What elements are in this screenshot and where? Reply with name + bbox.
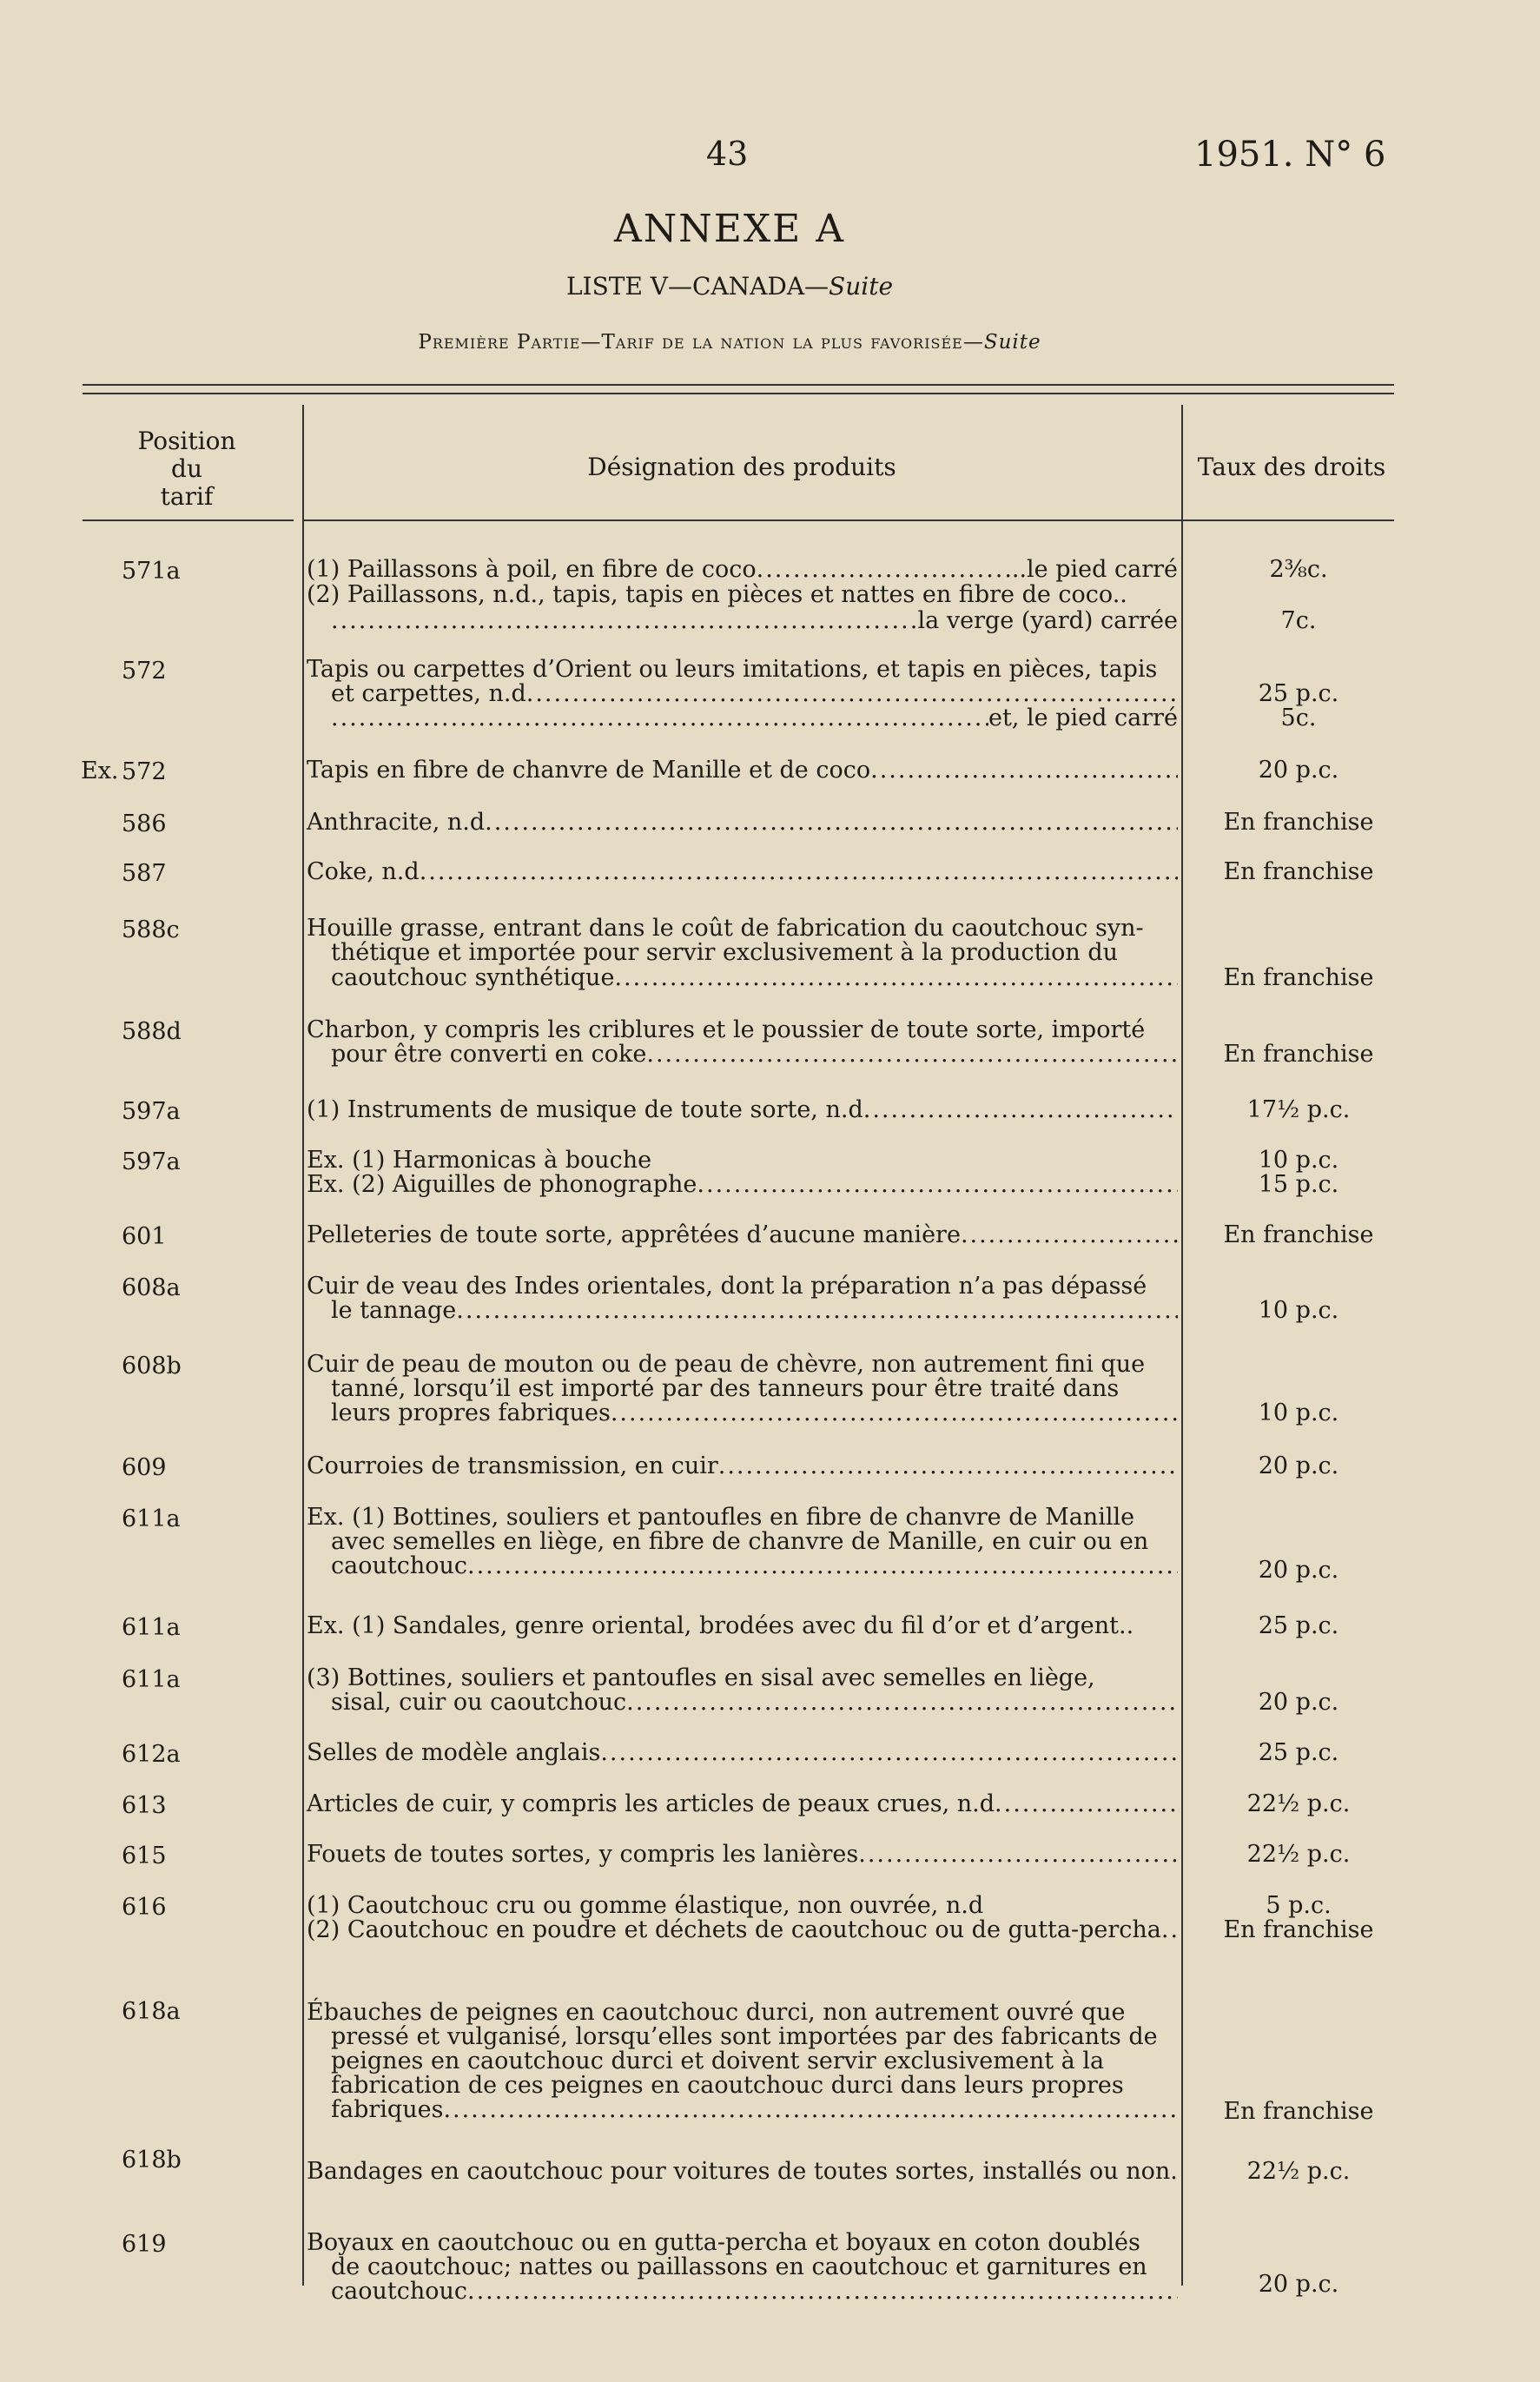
duty-rate: 22½ p.c. [1246,2158,1351,2185]
column-divider-left [302,405,304,2286]
duty-rate: 10 p.c. [1258,1147,1339,1174]
description-text: fabrication de ces peignes en caoutchouc durci dans leurs propres [331,2072,1124,2099]
header-rule [302,519,1394,521]
product-description-line [307,706,1178,731]
product-description-line [307,658,1178,682]
dot-leader [443,2098,1178,2122]
duty-rate: En franchise [1223,2098,1374,2125]
product-description-line [307,1741,1178,1765]
tarif-position: 588c [122,916,180,943]
product-description-line [307,1614,1178,1638]
product-description-line [307,811,1178,835]
product-description-line [307,966,1178,990]
product-description-line [307,1299,1178,1323]
dot-leader [1161,1918,1178,1942]
duty-rate: 5c. [1280,705,1317,731]
product-description-line [307,2049,1178,2074]
product-description-line [307,1454,1178,1479]
description-text: fabriques [331,2096,444,2123]
tarif-position: 571a [122,558,181,585]
description-text: le tannage [331,1297,457,1324]
product-description-line [307,2001,1178,2025]
description-text: (2) Caoutchouc en poudre et déchets de caoutchouc ou de gutta-percha [307,1916,1161,1943]
description-text: Houille grasse, entrant dans le coût de fabrication du caoutchouc syn- [307,915,1144,942]
duty-rate: En franchise [1223,1041,1374,1068]
description-text: (2) Paillassons, n.d., tapis, tapis en pièces et nattes en fibre de coco.. [307,581,1127,608]
column-header-position-l2: du [171,454,202,483]
tarif-position: 618a [122,1998,181,2025]
list-subtitle-main: LISTE V—CANADA— [565,272,829,301]
dot-leader [614,966,1178,990]
dot-leader [331,609,918,633]
tarif-position: 613 [122,1792,167,1819]
description-text: Ex. (1) Sandales, genre oriental, brodées avec du fil d’or et d’argent.. [307,1612,1134,1639]
tarif-position: 609 [122,1454,167,1481]
tarif-position: 586 [122,811,167,837]
column-header-position-l1: Position [137,427,236,455]
description-text: thétique et importée pour servir exclusivement à la production du [331,939,1119,966]
product-description-line [307,1918,1178,1942]
dot-leader [611,1401,1178,1426]
product-description-line [307,558,1178,582]
column-divider-right [1181,405,1183,2286]
column-header-position-l3: tarif [160,482,214,511]
product-description-line [307,860,1178,884]
product-description-line [307,1173,1178,1197]
annex-title: ANNEXE A [613,207,846,251]
description-text: avec semelles en liège, en fibre de chanvre de Manille, en cuir ou en [331,1528,1149,1555]
description-text: et, le pied carré [988,705,1178,731]
description-text: Tapis en fibre de chanvre de Manille et de coco [307,757,871,784]
description-text: Coke, n.d [307,858,420,885]
duty-rate: 15 p.c. [1258,1171,1339,1198]
duty-rate: 22½ p.c. [1246,1841,1351,1868]
tarif-position: 572 [122,758,167,785]
product-description-line [307,1530,1178,1554]
product-description-line [307,1666,1178,1691]
dot-leader [526,682,1178,706]
description-text: caoutchouc [331,1552,467,1579]
product-description-line [307,682,1178,706]
dot-leader [870,758,1178,783]
product-description-line [307,2074,1178,2098]
product-description-line [307,1018,1178,1042]
product-description-line [307,1148,1178,1173]
duty-rate: En franchise [1223,1916,1374,1943]
product-description-line [307,916,1178,941]
tarif-position: 611a [122,1666,181,1693]
description-text: (3) Bottines, souliers et pantoufles en sisal avec semelles en liège, [307,1664,1095,1691]
product-description-line [307,1401,1178,1426]
duty-rate: 20 p.c. [1258,757,1339,784]
dot-leader [331,706,988,731]
duty-rate: 5 p.c. [1266,1892,1332,1919]
description-text: Bandages en caoutchouc pour voitures de toutes sortes, installés ou non. [307,2158,1178,2185]
description-text: Courroies de transmission, en cuir [307,1452,718,1479]
product-description-line [307,2231,1178,2255]
tarif-position: 608b [122,1353,182,1380]
description-text: pressé et vulganisé, lorsqu’elles sont importées par des fabricants de [331,2023,1158,2050]
tarif-position: 611a [122,1614,181,1641]
page-number: 43 [706,135,749,173]
product-description-line [307,2279,1178,2304]
dot-leader [626,1691,1178,1715]
dot-leader [456,1299,1178,1323]
description-text: leurs propres fabriques [331,1399,611,1426]
tarif-position: 572 [122,658,167,685]
tarif-position: 597a [122,1148,181,1175]
year-issue-number: 1951. N° 6 [1194,135,1386,175]
description-text: Ex. (1) Harmonicas à bouche [307,1147,652,1174]
duty-rate: En franchise [1223,964,1374,991]
description-text: (1) Paillassons à poil, en fibre de coco [307,556,757,583]
dot-leader [697,1173,1178,1197]
description-text: Articles de cuir, y compris les articles de peaux crues, n.d [307,1790,995,1817]
product-description-line [307,2025,1178,2049]
tarif-position: 597a [122,1098,181,1125]
duty-rate: 10 p.c. [1258,1297,1339,1324]
dot-leader [420,860,1178,884]
product-description-line [307,941,1178,965]
tarif-position: 588d [122,1018,182,1045]
description-text: Tapis ou carpettes d’Orient ou leurs imitations, et tapis en pièces, tapis [307,656,1158,683]
part-heading [0,331,1459,354]
product-description-line [307,1274,1178,1299]
list-subtitle [0,272,1459,301]
dot-leader [467,1554,1178,1578]
margin-note: Ex. [81,758,119,784]
dot-leader [961,1223,1178,1247]
tarif-position: 601 [122,1223,167,1250]
description-text: Charbon, y compris les criblures et le poussier de toute sorte, importé [307,1016,1146,1043]
description-text: tanné, lorsqu’il est importé par des tanneurs pour être traité dans [331,1375,1120,1402]
description-text: la verge (yard) carrée [917,607,1178,634]
duty-rate: 20 p.c. [1258,1557,1339,1584]
product-description-line [307,1353,1178,1377]
description-text: (1) Caoutchouc cru ou gomme élastique, non ouvrée, n.d [307,1892,984,1919]
column-header-position [83,427,291,511]
product-description-line [307,1223,1178,1247]
dot-leader [757,558,1012,582]
duty-rate: 20 p.c. [1258,2271,1339,2298]
duty-rate: 17½ p.c. [1246,1096,1351,1123]
tarif-position: 611a [122,1505,181,1532]
tarif-position: 608a [122,1274,181,1301]
duty-rate: 2⅜c. [1269,556,1328,583]
product-description-line [307,2160,1178,2184]
description-text: Ébauches de peignes en caoutchouc durci, non autrement ouvré que [307,1999,1126,2026]
product-description-line [307,1042,1178,1067]
product-description-line [307,2255,1178,2279]
list-subtitle-suite: Suite [829,272,894,301]
description-text: sisal, cuir ou caoutchouc [331,1689,627,1716]
product-description-line [307,609,1178,633]
product-description-line [307,1098,1178,1122]
product-description-line [307,1505,1178,1530]
dot-leader [995,1792,1178,1816]
duty-rate: En franchise [1223,809,1374,836]
description-text: caoutchouc synthétique [331,964,615,991]
column-header-designation: Désignation des produits [587,453,896,481]
duty-rate: 22½ p.c. [1246,1790,1351,1817]
description-text: de caoutchouc; nattes ou paillassons en caoutchouc et garnitures en [331,2253,1147,2280]
dot-leader [858,1843,1178,1867]
part-heading-suite: Suite [983,331,1041,354]
description-text: Selles de modèle anglais [307,1739,601,1766]
tarif-position: 612a [122,1741,181,1768]
product-description-line [307,1894,1178,1918]
duty-rate: 20 p.c. [1258,1689,1339,1716]
dot-leader [863,1098,1178,1122]
description-text: Boyaux en caoutchouc ou en gutta-percha et boyaux en coton doublés [307,2229,1140,2256]
dot-leader [467,2279,1178,2304]
product-description-line [307,583,1178,607]
duty-rate: 25 p.c. [1258,1739,1339,1766]
column-header-taux: Taux des droits [1197,453,1386,481]
dot-leader [485,811,1178,835]
part-heading-main: Première Partie—Tarif de la nation la plus favorisée— [418,331,984,354]
description-text: Anthracite, n.d [307,809,486,836]
description-text: Cuir de veau des Indes orientales, dont la préparation n’a pas dépassé [307,1273,1147,1300]
description-text: caoutchouc [331,2278,467,2305]
dot-leader [600,1741,1178,1765]
duty-rate: 10 p.c. [1258,1399,1339,1426]
tarif-position: 619 [122,2231,167,2258]
dot-leader [718,1454,1178,1479]
tarif-position: 615 [122,1843,167,1869]
product-description-line [307,1843,1178,1867]
description-text: peignes en caoutchouc durci et doivent servir exclusivement à la [331,2048,1105,2074]
product-description-line [307,1554,1178,1578]
description-text: Cuir de peau de mouton ou de peau de chèvre, non autrement fini que [307,1351,1146,1378]
unit-text: ..le pied carré [1011,556,1178,583]
header-rule-position [83,519,294,521]
description-text: Fouets de toutes sortes, y compris les lanières [307,1841,859,1868]
description-text: Pelleteries de toute sorte, apprêtées d’aucune manière [307,1221,961,1248]
product-description-line [307,1377,1178,1401]
description-text: Ex. (1) Bottines, souliers et pantoufles en fibre de chanvre de Manille [307,1504,1135,1531]
product-description-line [307,1792,1178,1816]
duty-rate: En franchise [1223,1221,1374,1248]
product-description-line [307,1691,1178,1715]
tarif-position: 616 [122,1894,167,1921]
description-text: pour être converti en coke [331,1041,647,1068]
product-description-line [307,2098,1178,2122]
duty-rate: 25 p.c. [1258,1612,1339,1639]
tarif-position: 587 [122,860,167,887]
product-description-line [307,758,1178,783]
description-text: et carpettes, n.d [331,680,526,707]
duty-rate: 25 p.c. [1258,680,1339,707]
duty-rate: 20 p.c. [1258,1452,1339,1479]
double-rule [83,384,1394,394]
dot-leader [646,1042,1178,1067]
description-text: Ex. (2) Aiguilles de phonographe [307,1171,697,1198]
tarif-position: 618b [122,2147,182,2174]
duty-rate: En franchise [1223,858,1374,885]
duty-rate: 7c. [1280,607,1317,634]
description-text: (1) Instruments de musique de toute sorte, n.d [307,1096,863,1123]
